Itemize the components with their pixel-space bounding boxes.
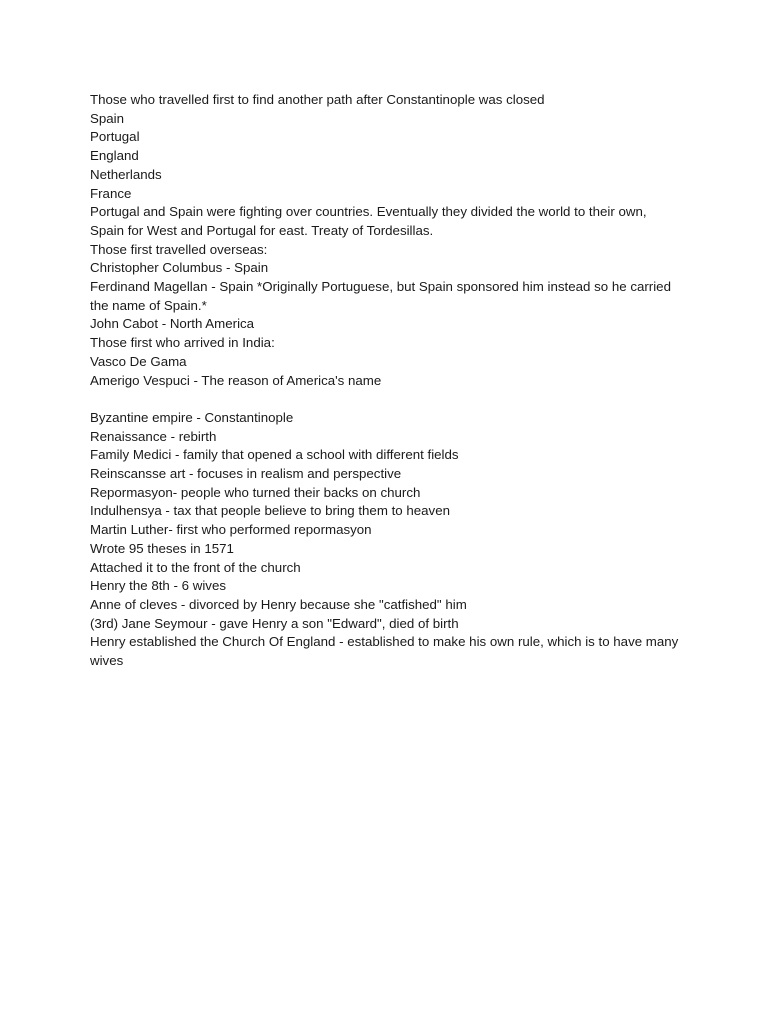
note-line: Byzantine empire - Constantinople xyxy=(90,409,294,425)
blank-line xyxy=(90,390,690,409)
country-item: England xyxy=(90,148,139,164)
tordesillas-paragraph: Portugal and Spain were fighting over countries. Eventually they divided the world to their own, Spain for West and Portugal for east. Treaty of Tordesillas. xyxy=(90,204,647,238)
explorer-magellan: Ferdinand Magellan - Spain *Originally Portuguese, but Spain sponsored him instead so he carried the name of Spain.* xyxy=(90,279,671,313)
country-item: Portugal xyxy=(90,129,140,145)
note-line: Martin Luther- first who performed repormasyon xyxy=(90,522,372,538)
heading-travellers: Those who travelled first to find another path after Constantinople was closed xyxy=(90,92,545,107)
note-line: (3rd) Jane Seymour - gave Henry a son "Edward", died of birth xyxy=(90,615,459,631)
note-line: Repormasyon- people who turned their backs on church xyxy=(90,484,421,500)
note-line: Indulhensya - tax that people believe to bring them to heaven xyxy=(90,503,450,519)
country-item: France xyxy=(90,185,132,201)
explorer-cabot: John Cabot - North America xyxy=(90,316,255,332)
country-item: Spain xyxy=(90,110,125,126)
explorer-vespuci: Amerigo Vespuci - The reason of America's name xyxy=(90,372,382,388)
note-line: Reinscansse art - focuses in realism and perspective xyxy=(90,466,402,482)
country-item: Netherlands xyxy=(90,166,162,182)
explorer-gama: Vasco De Gama xyxy=(90,353,187,369)
note-line: Anne of cleves - divorced by Henry because she "catfished" him xyxy=(90,596,467,612)
note-line: Attached it to the front of the church xyxy=(90,559,301,575)
note-line: Wrote 95 theses in 1571 xyxy=(90,540,234,556)
heading-overseas: Those first travelled overseas: xyxy=(90,241,268,257)
document-body xyxy=(90,91,690,671)
church-of-england-paragraph: Henry established the Church Of England - established to make his own rule, which is to have many wives xyxy=(90,634,679,669)
note-line: Renaissance - rebirth xyxy=(90,428,217,444)
note-line: Henry the 8th - 6 wives xyxy=(90,578,226,594)
note-line: Family Medici - family that opened a school with different fields xyxy=(90,447,459,463)
explorer-columbus: Christopher Columbus - Spain xyxy=(90,260,269,276)
heading-india: Those first who arrived in India: xyxy=(90,335,275,351)
